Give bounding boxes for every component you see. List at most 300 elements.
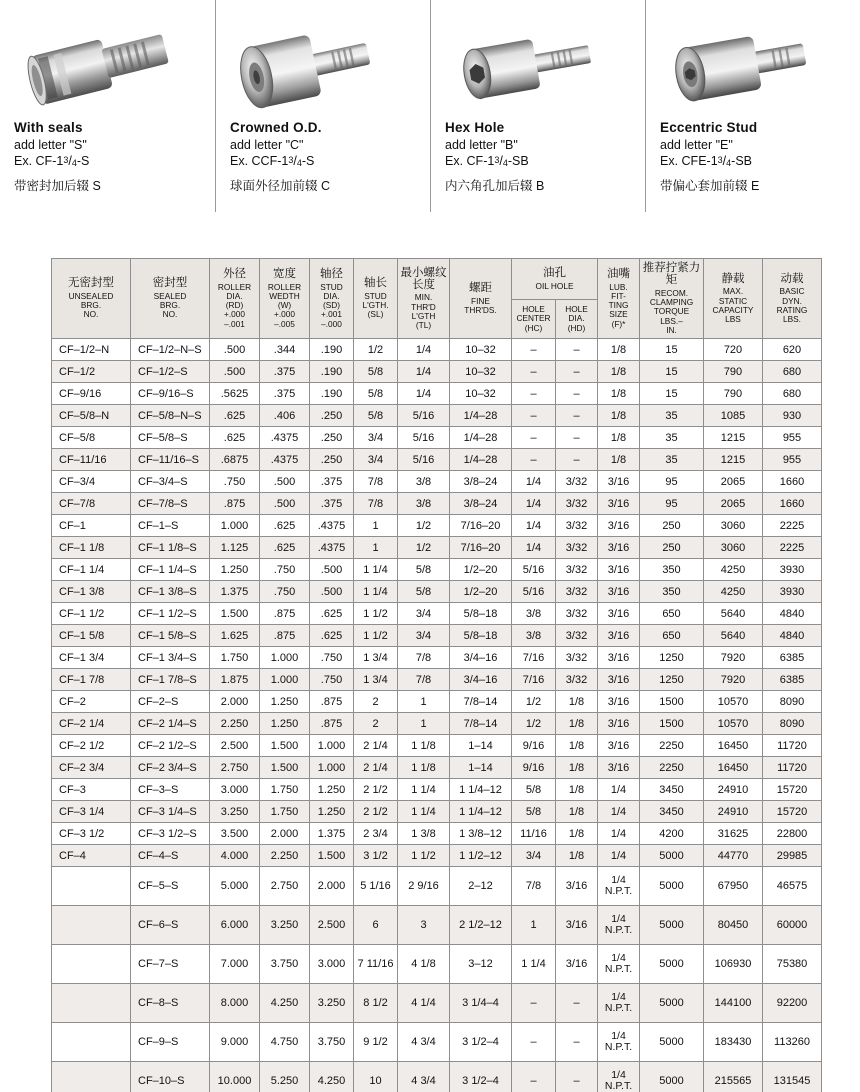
cell-r24-c8: 7/8 <box>512 867 556 906</box>
cell-r16-c2: 2.000 <box>210 691 260 713</box>
cell-r18-c1: CF–2 1/2–S <box>131 735 210 757</box>
cell-r4-c5: 3/4 <box>354 427 398 449</box>
cell-r6-c1: CF–3/4–S <box>131 471 210 493</box>
cell-r21-c3: 1.750 <box>260 801 310 823</box>
cell-r5-c10: 1/8 <box>598 449 640 471</box>
cell-r1-c7: 10–32 <box>450 361 512 383</box>
variant-chinese: 带密封加后辍 S <box>14 179 101 193</box>
cell-r7-c12: 2065 <box>704 493 763 515</box>
cell-r14-c11: 1250 <box>640 647 704 669</box>
cell-r3-c9: – <box>556 405 598 427</box>
cell-r24-c0 <box>52 867 131 906</box>
cell-r5-c13: 955 <box>763 449 822 471</box>
cell-r2-c2: .5625 <box>210 383 260 405</box>
cell-r2-c4: .190 <box>310 383 354 405</box>
variant-instruction: add letter "C" <box>230 138 304 152</box>
cell-r26-c0 <box>52 945 131 984</box>
cell-r27-c12: 144100 <box>704 984 763 1023</box>
table-row <box>52 1023 822 1062</box>
cell-r24-c2: 5.000 <box>210 867 260 906</box>
cell-r27-c5: 8 1/2 <box>354 984 398 1023</box>
cell-r4-c8: – <box>512 427 556 449</box>
cell-r28-c12: 183430 <box>704 1023 763 1062</box>
cell-r12-c13: 4840 <box>763 603 822 625</box>
cell-r12-c7: 5/8–18 <box>450 603 512 625</box>
cell-r7-c2: .875 <box>210 493 260 515</box>
product-variant-with-seals <box>0 0 215 212</box>
table-row <box>52 669 822 691</box>
cell-r9-c0: CF–1 1/8 <box>52 537 131 559</box>
cell-r20-c3: 1.750 <box>260 779 310 801</box>
cell-r7-c4: .375 <box>310 493 354 515</box>
cell-r13-c6: 3/4 <box>398 625 450 647</box>
table-row <box>52 984 822 1023</box>
cell-r2-c6: 1/4 <box>398 383 450 405</box>
caption-hex-hole <box>445 120 645 194</box>
cell-r8-c6: 1/2 <box>398 515 450 537</box>
cell-r27-c2: 8.000 <box>210 984 260 1023</box>
cell-r5-c9: – <box>556 449 598 471</box>
table-row <box>52 945 822 984</box>
cell-r26-c3: 3.750 <box>260 945 310 984</box>
cell-r10-c12: 4250 <box>704 559 763 581</box>
cell-r19-c11: 2250 <box>640 757 704 779</box>
cell-r18-c13: 11720 <box>763 735 822 757</box>
cell-r19-c0: CF–2 3/4 <box>52 757 131 779</box>
product-variant-eccentric-stud <box>645 0 860 212</box>
cell-r14-c0: CF–1 3/4 <box>52 647 131 669</box>
cell-r25-c7: 2 1/2–12 <box>450 906 512 945</box>
cell-r16-c3: 1.250 <box>260 691 310 713</box>
cell-r16-c1: CF–2–S <box>131 691 210 713</box>
cell-r3-c1: CF–5/8–N–S <box>131 405 210 427</box>
cell-r26-c5: 7 11/16 <box>354 945 398 984</box>
column-header-4: 轴径 STUD DIA. (SD) +.001 –.000 <box>310 259 354 339</box>
cell-r29-c10: 1/4 N.P.T. <box>598 1062 640 1092</box>
cell-r6-c9: 3/32 <box>556 471 598 493</box>
cell-r29-c1: CF–10–S <box>131 1062 210 1092</box>
cell-r0-c3: .344 <box>260 339 310 361</box>
column-header-2: 外径 ROLLER DIA. (RD) +.000 –.001 <box>210 259 260 339</box>
cell-r23-c2: 4.000 <box>210 845 260 867</box>
cell-r11-c10: 3/16 <box>598 581 640 603</box>
cell-r23-c1: CF–4–S <box>131 845 210 867</box>
column-header-10: 油嘴 LUB. FIT- TING SIZE (F)* <box>598 259 640 339</box>
cell-r8-c10: 3/16 <box>598 515 640 537</box>
cell-r6-c6: 3/8 <box>398 471 450 493</box>
cell-r24-c1: CF–5–S <box>131 867 210 906</box>
cell-r26-c4: 3.000 <box>310 945 354 984</box>
cell-r28-c0 <box>52 1023 131 1062</box>
table-row <box>52 867 822 906</box>
cell-r22-c8: 11/16 <box>512 823 556 845</box>
cell-r3-c12: 1085 <box>704 405 763 427</box>
cell-r6-c12: 2065 <box>704 471 763 493</box>
cell-r8-c13: 2225 <box>763 515 822 537</box>
cell-r26-c13: 75380 <box>763 945 822 984</box>
cell-r11-c11: 350 <box>640 581 704 603</box>
cell-r21-c13: 15720 <box>763 801 822 823</box>
cell-r11-c12: 4250 <box>704 581 763 603</box>
cell-r28-c10: 1/4 N.P.T. <box>598 1023 640 1062</box>
cell-r15-c6: 7/8 <box>398 669 450 691</box>
cell-r29-c6: 4 3/4 <box>398 1062 450 1092</box>
cell-r28-c4: 3.750 <box>310 1023 354 1062</box>
cell-r0-c0: CF–1/2–N <box>52 339 131 361</box>
cell-r5-c11: 35 <box>640 449 704 471</box>
cell-r12-c4: .625 <box>310 603 354 625</box>
cell-r27-c9: – <box>556 984 598 1023</box>
cell-r25-c8: 1 <box>512 906 556 945</box>
cell-r12-c0: CF–1 1/2 <box>52 603 131 625</box>
cell-r8-c5: 1 <box>354 515 398 537</box>
cell-r18-c3: 1.500 <box>260 735 310 757</box>
cell-r29-c9: – <box>556 1062 598 1092</box>
cell-r6-c8: 1/4 <box>512 471 556 493</box>
table-row <box>52 383 822 405</box>
variant-chinese: 球面外径加前辍 C <box>230 179 331 193</box>
table-row <box>52 801 822 823</box>
table-row <box>52 515 822 537</box>
cell-r17-c5: 2 <box>354 713 398 735</box>
column-header-5: 轴长 STUD L'GTH. (SL) <box>354 259 398 339</box>
cell-r15-c2: 1.875 <box>210 669 260 691</box>
cell-r4-c12: 1215 <box>704 427 763 449</box>
cell-r25-c10: 1/4 N.P.T. <box>598 906 640 945</box>
cell-r9-c9: 3/32 <box>556 537 598 559</box>
cell-r16-c12: 10570 <box>704 691 763 713</box>
cell-r24-c10: 1/4 N.P.T. <box>598 867 640 906</box>
cell-r14-c7: 3/4–16 <box>450 647 512 669</box>
column-header-0: 无密封型 UNSEALED BRG. NO. <box>52 259 131 339</box>
cell-r21-c6: 1 1/4 <box>398 801 450 823</box>
cell-r3-c11: 35 <box>640 405 704 427</box>
variant-title: Eccentric Stud <box>660 120 758 135</box>
cell-r23-c6: 1 1/2 <box>398 845 450 867</box>
cell-r18-c11: 2250 <box>640 735 704 757</box>
crowned-od-photo <box>230 8 430 116</box>
cell-r11-c5: 1 1/4 <box>354 581 398 603</box>
cell-r8-c8: 1/4 <box>512 515 556 537</box>
cell-r3-c5: 5/8 <box>354 405 398 427</box>
cell-r14-c4: .750 <box>310 647 354 669</box>
cell-r4-c2: .625 <box>210 427 260 449</box>
cell-r0-c6: 1/4 <box>398 339 450 361</box>
cell-r4-c1: CF–5/8–S <box>131 427 210 449</box>
column-header-oil-hole-dia: HOLE DIA. (HD) <box>556 300 598 339</box>
cell-r26-c10: 1/4 N.P.T. <box>598 945 640 984</box>
cell-r13-c8: 3/8 <box>512 625 556 647</box>
cell-r13-c11: 650 <box>640 625 704 647</box>
cell-r17-c0: CF–2 1/4 <box>52 713 131 735</box>
cell-r22-c0: CF–3 1/2 <box>52 823 131 845</box>
cell-r10-c9: 3/32 <box>556 559 598 581</box>
cell-r10-c4: .500 <box>310 559 354 581</box>
cell-r23-c10: 1/4 <box>598 845 640 867</box>
cell-r5-c12: 1215 <box>704 449 763 471</box>
product-variants-strip <box>0 0 860 212</box>
cell-r6-c13: 1660 <box>763 471 822 493</box>
cell-r14-c6: 7/8 <box>398 647 450 669</box>
cell-r5-c2: .6875 <box>210 449 260 471</box>
cell-r29-c11: 5000 <box>640 1062 704 1092</box>
cell-r9-c3: .625 <box>260 537 310 559</box>
cell-r21-c4: 1.250 <box>310 801 354 823</box>
cell-r29-c13: 131545 <box>763 1062 822 1092</box>
cell-r25-c0 <box>52 906 131 945</box>
cell-r15-c5: 1 3/4 <box>354 669 398 691</box>
cell-r15-c11: 1250 <box>640 669 704 691</box>
cell-r28-c2: 9.000 <box>210 1023 260 1062</box>
cell-r29-c0 <box>52 1062 131 1092</box>
cell-r18-c9: 1/8 <box>556 735 598 757</box>
cell-r21-c8: 5/8 <box>512 801 556 823</box>
cell-r0-c11: 15 <box>640 339 704 361</box>
cell-r22-c2: 3.500 <box>210 823 260 845</box>
cell-r10-c5: 1 1/4 <box>354 559 398 581</box>
cell-r20-c9: 1/8 <box>556 779 598 801</box>
cell-r18-c10: 3/16 <box>598 735 640 757</box>
variant-instruction: add letter "E" <box>660 138 733 152</box>
cell-r21-c12: 24910 <box>704 801 763 823</box>
cell-r9-c1: CF–1 1/8–S <box>131 537 210 559</box>
cell-r8-c4: .4375 <box>310 515 354 537</box>
table-header <box>52 259 822 339</box>
eccentric-stud-photo <box>660 8 860 116</box>
table-row <box>52 757 822 779</box>
cell-r18-c2: 2.500 <box>210 735 260 757</box>
cell-r17-c10: 3/16 <box>598 713 640 735</box>
cell-r24-c13: 46575 <box>763 867 822 906</box>
table-row <box>52 537 822 559</box>
cell-r20-c8: 5/8 <box>512 779 556 801</box>
cell-r7-c0: CF–7/8 <box>52 493 131 515</box>
cell-r27-c1: CF–8–S <box>131 984 210 1023</box>
cell-r6-c5: 7/8 <box>354 471 398 493</box>
cell-r19-c9: 1/8 <box>556 757 598 779</box>
table-row <box>52 906 822 945</box>
cell-r16-c6: 1 <box>398 691 450 713</box>
cell-r23-c3: 2.250 <box>260 845 310 867</box>
cell-r2-c11: 15 <box>640 383 704 405</box>
cell-r6-c7: 3/8–24 <box>450 471 512 493</box>
cell-r16-c0: CF–2 <box>52 691 131 713</box>
cell-r22-c4: 1.375 <box>310 823 354 845</box>
cell-r23-c8: 3/4 <box>512 845 556 867</box>
cell-r26-c8: 1 1/4 <box>512 945 556 984</box>
cell-r25-c9: 3/16 <box>556 906 598 945</box>
cell-r11-c3: .750 <box>260 581 310 603</box>
cell-r3-c13: 930 <box>763 405 822 427</box>
specification-table-wrapper <box>51 258 821 1092</box>
variant-chinese: 带偏心套加前辍 E <box>660 179 760 193</box>
cell-r20-c11: 3450 <box>640 779 704 801</box>
variant-instruction: add letter "B" <box>445 138 518 152</box>
cell-r14-c3: 1.000 <box>260 647 310 669</box>
column-header-7: 螺距 FINE THR'DS. <box>450 259 512 339</box>
cell-r2-c13: 680 <box>763 383 822 405</box>
cell-r27-c6: 4 1/4 <box>398 984 450 1023</box>
cell-r4-c7: 1/4–28 <box>450 427 512 449</box>
cell-r22-c10: 1/4 <box>598 823 640 845</box>
cell-r26-c9: 3/16 <box>556 945 598 984</box>
cell-r15-c4: .750 <box>310 669 354 691</box>
cell-r9-c5: 1 <box>354 537 398 559</box>
cell-r19-c5: 2 1/4 <box>354 757 398 779</box>
cell-r10-c6: 5/8 <box>398 559 450 581</box>
cell-r22-c12: 31625 <box>704 823 763 845</box>
cell-r9-c6: 1/2 <box>398 537 450 559</box>
cell-r18-c5: 2 1/4 <box>354 735 398 757</box>
cell-r16-c4: .875 <box>310 691 354 713</box>
cell-r6-c10: 3/16 <box>598 471 640 493</box>
cell-r5-c8: – <box>512 449 556 471</box>
cell-r6-c2: .750 <box>210 471 260 493</box>
cell-r13-c4: .625 <box>310 625 354 647</box>
column-group-oil-hole: 油孔 OIL HOLE <box>512 259 598 300</box>
cell-r7-c5: 7/8 <box>354 493 398 515</box>
table-row <box>52 1062 822 1092</box>
cell-r15-c9: 3/32 <box>556 669 598 691</box>
cell-r29-c8: – <box>512 1062 556 1092</box>
table-row <box>52 603 822 625</box>
cell-r23-c12: 44770 <box>704 845 763 867</box>
cell-r0-c5: 1/2 <box>354 339 398 361</box>
cell-r15-c3: 1.000 <box>260 669 310 691</box>
variant-instruction: add letter "S" <box>14 138 87 152</box>
cell-r4-c9: – <box>556 427 598 449</box>
cell-r1-c1: CF–1/2–S <box>131 361 210 383</box>
cell-r11-c7: 1/2–20 <box>450 581 512 603</box>
cell-r19-c1: CF–2 3/4–S <box>131 757 210 779</box>
cell-r24-c12: 67950 <box>704 867 763 906</box>
cell-r7-c3: .500 <box>260 493 310 515</box>
cell-r14-c10: 3/16 <box>598 647 640 669</box>
cell-r20-c7: 1 1/4–12 <box>450 779 512 801</box>
cell-r7-c1: CF–7/8–S <box>131 493 210 515</box>
table-row <box>52 361 822 383</box>
cell-r12-c10: 3/16 <box>598 603 640 625</box>
cell-r26-c12: 106930 <box>704 945 763 984</box>
cell-r9-c8: 1/4 <box>512 537 556 559</box>
column-header-13: 动载 BASIC DYN. RATING LBS. <box>763 259 822 339</box>
cell-r10-c2: 1.250 <box>210 559 260 581</box>
cell-r9-c12: 3060 <box>704 537 763 559</box>
cell-r5-c5: 3/4 <box>354 449 398 471</box>
cell-r21-c9: 1/8 <box>556 801 598 823</box>
cell-r27-c10: 1/4 N.P.T. <box>598 984 640 1023</box>
cell-r2-c8: – <box>512 383 556 405</box>
cell-r13-c13: 4840 <box>763 625 822 647</box>
cell-r8-c9: 3/32 <box>556 515 598 537</box>
cell-r12-c6: 3/4 <box>398 603 450 625</box>
cell-r2-c7: 10–32 <box>450 383 512 405</box>
cell-r5-c1: CF–11/16–S <box>131 449 210 471</box>
cell-r22-c5: 2 3/4 <box>354 823 398 845</box>
cell-r17-c6: 1 <box>398 713 450 735</box>
cell-r22-c1: CF–3 1/2–S <box>131 823 210 845</box>
variant-example: Ex. CF-13/4-S <box>14 154 90 168</box>
cell-r12-c12: 5640 <box>704 603 763 625</box>
cell-r9-c2: 1.125 <box>210 537 260 559</box>
cell-r5-c6: 5/16 <box>398 449 450 471</box>
cell-r18-c12: 16450 <box>704 735 763 757</box>
cell-r27-c11: 5000 <box>640 984 704 1023</box>
cell-r13-c2: 1.625 <box>210 625 260 647</box>
cell-r4-c11: 35 <box>640 427 704 449</box>
cell-r0-c7: 10–32 <box>450 339 512 361</box>
table-row <box>52 713 822 735</box>
cell-r25-c12: 80450 <box>704 906 763 945</box>
cell-r0-c13: 620 <box>763 339 822 361</box>
cell-r13-c7: 5/8–18 <box>450 625 512 647</box>
cell-r2-c9: – <box>556 383 598 405</box>
cell-r24-c5: 5 1/16 <box>354 867 398 906</box>
cell-r17-c2: 2.250 <box>210 713 260 735</box>
cell-r20-c12: 24910 <box>704 779 763 801</box>
cell-r10-c11: 350 <box>640 559 704 581</box>
cell-r10-c3: .750 <box>260 559 310 581</box>
cell-r20-c6: 1 1/4 <box>398 779 450 801</box>
cell-r20-c5: 2 1/2 <box>354 779 398 801</box>
cell-r19-c2: 2.750 <box>210 757 260 779</box>
cell-r12-c9: 3/32 <box>556 603 598 625</box>
cell-r8-c7: 7/16–20 <box>450 515 512 537</box>
cell-r17-c4: .875 <box>310 713 354 735</box>
cell-r15-c7: 3/4–16 <box>450 669 512 691</box>
table-row <box>52 823 822 845</box>
cell-r14-c5: 1 3/4 <box>354 647 398 669</box>
cell-r13-c0: CF–1 5/8 <box>52 625 131 647</box>
hex-hole-photo <box>445 8 645 116</box>
cell-r17-c3: 1.250 <box>260 713 310 735</box>
column-header-oil-hole-center: HOLE CENTER (HC) <box>512 300 556 339</box>
cell-r3-c3: .406 <box>260 405 310 427</box>
cell-r27-c3: 4.250 <box>260 984 310 1023</box>
cell-r1-c2: .500 <box>210 361 260 383</box>
cell-r28-c1: CF–9–S <box>131 1023 210 1062</box>
variant-example: Ex. CCF-13/4-S <box>230 154 315 168</box>
cell-r27-c7: 3 1/4–4 <box>450 984 512 1023</box>
table-row <box>52 427 822 449</box>
cell-r23-c9: 1/8 <box>556 845 598 867</box>
cell-r27-c8: – <box>512 984 556 1023</box>
cell-r8-c11: 250 <box>640 515 704 537</box>
cell-r29-c2: 10.000 <box>210 1062 260 1092</box>
variant-title: Crowned O.D. <box>230 120 322 135</box>
column-header-3: 宽度 ROLLER WEDTH (W) +.000 –.005 <box>260 259 310 339</box>
cell-r19-c4: 1.000 <box>310 757 354 779</box>
cell-r13-c1: CF–1 5/8–S <box>131 625 210 647</box>
cell-r2-c5: 5/8 <box>354 383 398 405</box>
table-row <box>52 625 822 647</box>
cell-r5-c7: 1/4–28 <box>450 449 512 471</box>
table-row <box>52 779 822 801</box>
table-row <box>52 735 822 757</box>
cell-r12-c1: CF–1 1/2–S <box>131 603 210 625</box>
cell-r29-c7: 3 1/2–4 <box>450 1062 512 1092</box>
cell-r11-c13: 3930 <box>763 581 822 603</box>
cell-r10-c10: 3/16 <box>598 559 640 581</box>
cell-r9-c11: 250 <box>640 537 704 559</box>
cell-r3-c6: 5/16 <box>398 405 450 427</box>
cell-r14-c2: 1.750 <box>210 647 260 669</box>
cell-r19-c3: 1.500 <box>260 757 310 779</box>
cell-r10-c8: 5/16 <box>512 559 556 581</box>
cell-r12-c5: 1 1/2 <box>354 603 398 625</box>
cell-r26-c1: CF–7–S <box>131 945 210 984</box>
cell-r25-c6: 3 <box>398 906 450 945</box>
